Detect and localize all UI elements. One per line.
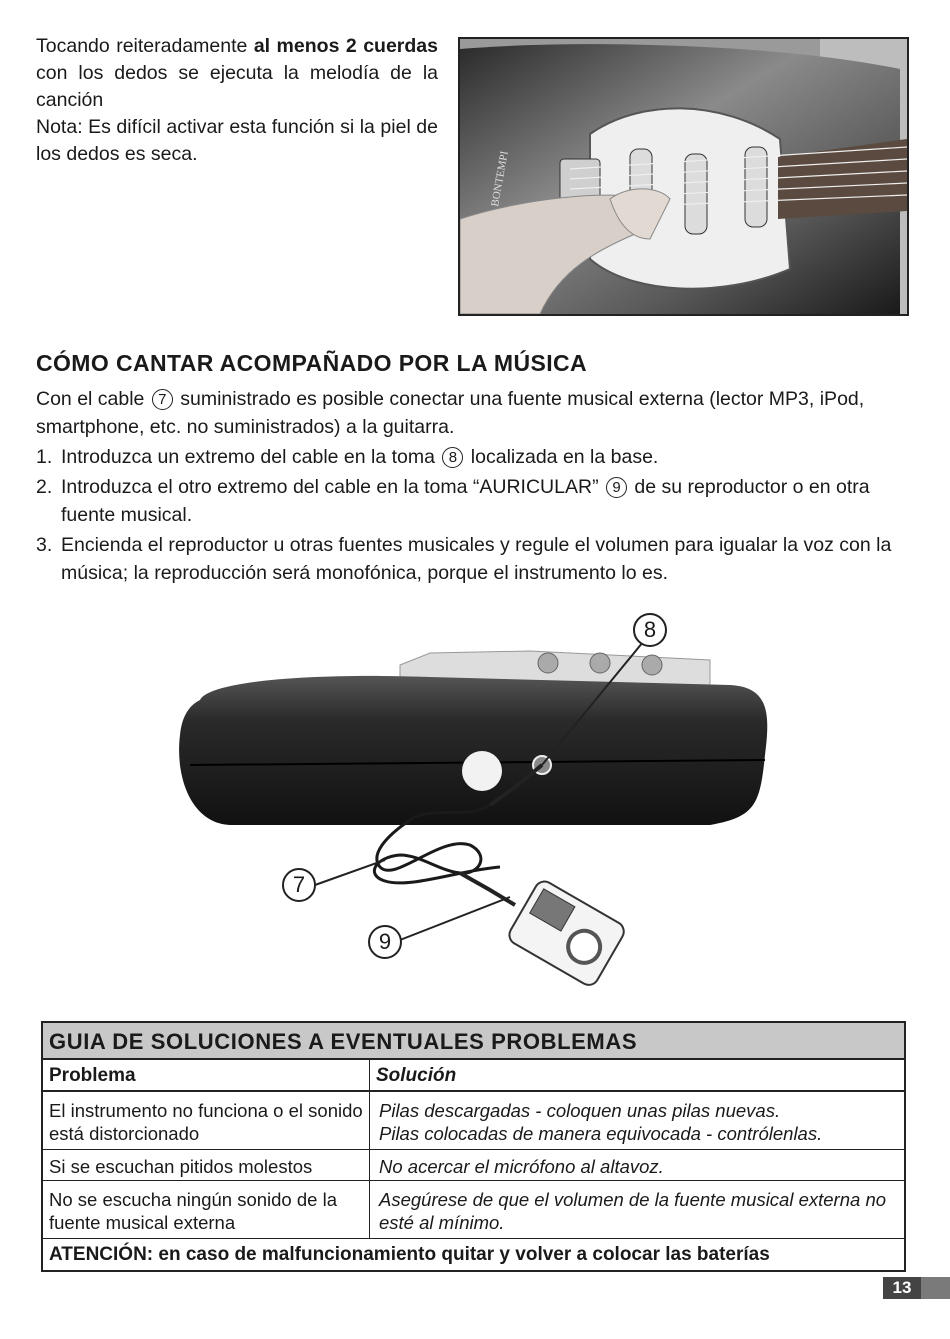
problem-cell: Si se escuchan pitidos molestos: [43, 1150, 370, 1180]
ref-number-7: 7: [152, 389, 173, 410]
step-text: Encienda el reproductor u otras fuentes musicales y regule el volumen para igualar la voz con la música; la reproducción será monofónica, porque el instrumento lo es.: [61, 534, 892, 584]
page-number: 13: [883, 1277, 921, 1299]
ref-number-8: 8: [442, 447, 463, 468]
step-text: Introduzca un extremo del cable en la toma: [61, 446, 441, 468]
solution-cell: No acercar el micrófono al altavoz.: [379, 1156, 664, 1177]
table-row: [43, 1181, 904, 1239]
solution-line: Pilas colocadas de manera equivocada - contrólenlas.: [379, 1123, 823, 1144]
solution-cell: [370, 1092, 904, 1149]
table-title: GUIA DE SOLUCIONES A EVENTUALES PROBLEMAS: [43, 1023, 904, 1060]
guitar-strings-photo: [458, 37, 909, 316]
intro-bold-text: al menos 2 cuerdas: [253, 35, 438, 57]
intro-note: Nota: Es difícil activar esta función si la piel de los dedos es seca.: [36, 116, 438, 165]
table-footer-warning: ATENCIÓN: en caso de malfuncionamiento quitar y volver a colocar las baterías: [49, 1244, 770, 1265]
step-number: 1.: [36, 446, 53, 468]
solution-cell: Asegúrese de que el volumen de la fuente musical externa no esté al mínimo.: [379, 1189, 887, 1233]
guitar-photo-illustration: [460, 39, 907, 314]
step-item: [36, 443, 914, 471]
callout-9: 9: [368, 925, 402, 959]
cable-connection-diagram: [170, 605, 790, 1005]
step-item: [36, 473, 914, 529]
ref-number-9: 9: [606, 477, 627, 498]
step-text-end: de su reproductor o en otra fuente musical.: [61, 476, 870, 526]
section-lead: [36, 385, 914, 441]
lead-text-a: Con el cable: [36, 388, 150, 410]
table-row: [43, 1150, 904, 1181]
problem-cell: No se escucha ningún sonido de la fuente musical externa: [43, 1181, 370, 1238]
lead-text-b: suministrado es posible conectar una fuente musical externa (lector MP3, iPod, smartphone, etc. no suministrados) a la guitarra.: [36, 388, 865, 438]
section-title: CÓMO CANTAR ACOMPAÑADO POR LA MÚSICA: [36, 350, 588, 376]
diagram-illustration: [170, 605, 790, 1005]
troubleshooting-table: [41, 1021, 906, 1272]
problem-cell: El instrumento no funciona o el sonido está distorcionado: [43, 1092, 370, 1149]
callout-8: 8: [633, 613, 667, 647]
table-header: [43, 1060, 904, 1092]
intro-text-start: Tocando reiteradamente: [36, 35, 254, 57]
step-text: Introduzca el otro extremo del cable en la toma “AURICULAR”: [61, 476, 604, 498]
leader-line-9: [400, 897, 510, 940]
intro-text-end: con los dedos se ejecuta la melodía de la canción: [36, 62, 438, 111]
brand-logo-text: BONTEMPI: [489, 150, 511, 208]
steps-list: [36, 443, 914, 587]
table-row: [43, 1092, 904, 1150]
callout-7: 7: [282, 868, 316, 902]
solution-line: Pilas descargadas - coloquen unas pilas nuevas.: [379, 1100, 781, 1121]
step-number: 3.: [36, 534, 53, 556]
page-number-badge: [883, 1277, 950, 1299]
step-text-end: localizada en la base.: [465, 446, 659, 468]
column-header-problem: Problema: [43, 1060, 370, 1090]
section-body: [36, 385, 914, 587]
column-header-solution: Solución: [376, 1065, 457, 1086]
intro-paragraph: [36, 33, 438, 168]
step-number: 2.: [36, 476, 53, 498]
step-item: [36, 531, 914, 587]
